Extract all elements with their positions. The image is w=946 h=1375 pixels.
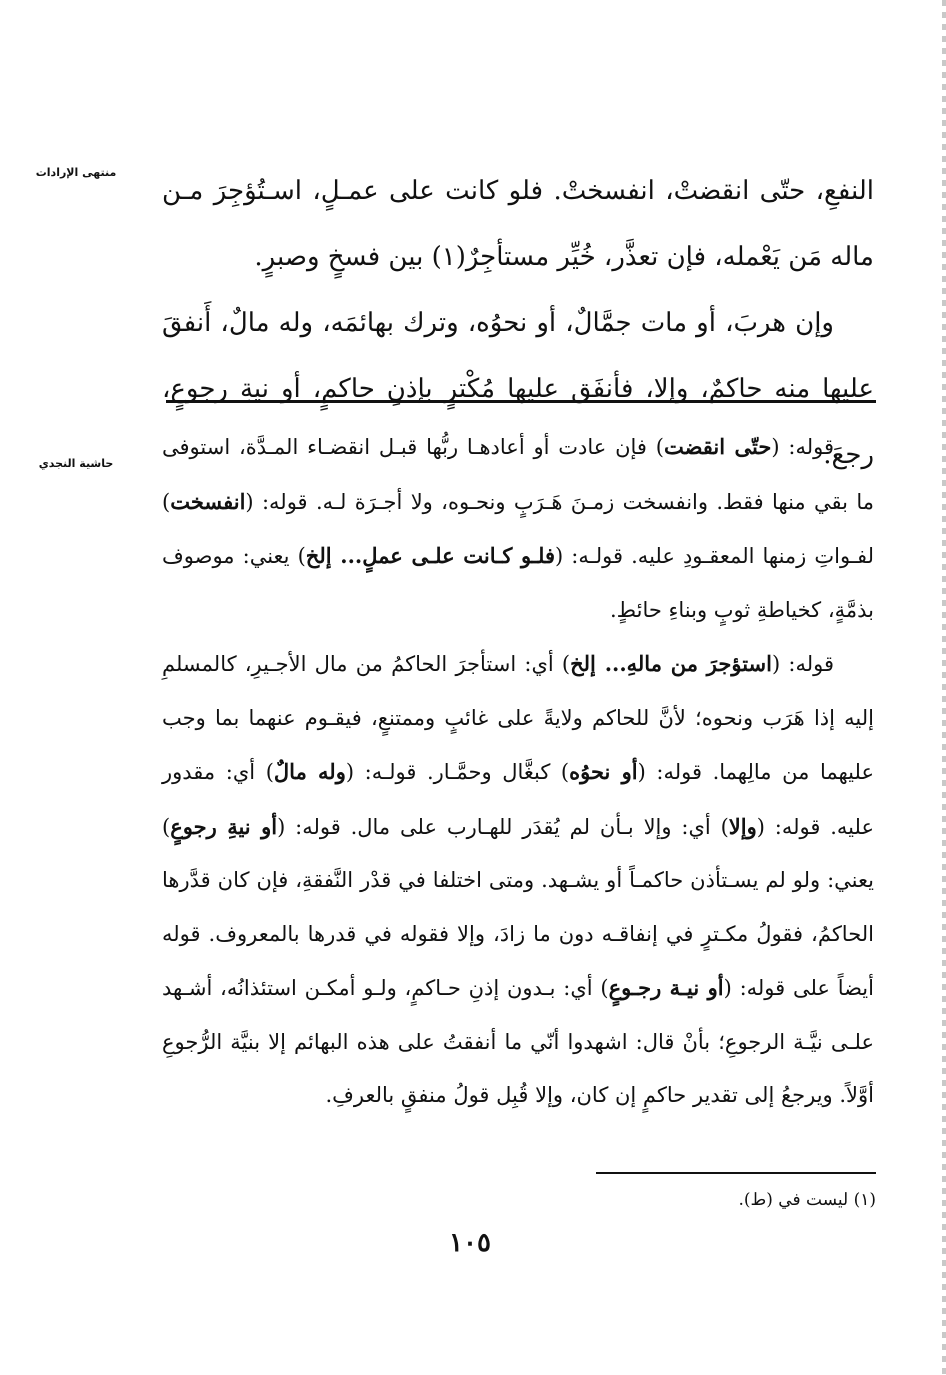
main-separator-rule <box>166 400 876 403</box>
commentary-text-run: ) كبغَّال وحمَّـار. قولـه: ( <box>345 760 570 784</box>
quoted-phrase: انفسخت <box>170 488 246 514</box>
quoted-phrase: حتّى انقضت <box>663 434 772 459</box>
quoted-phrase: أو نيةِ رجوعٍ <box>170 813 278 839</box>
commentary-text-run: ) يعني: ولو لم يسـتأذن حاكمـاً أو يشـهد. ومتى اختلفا في قدْر النَّفقةِ، فإن كان قدَّرها الحاكمُ، فقولُ مكـترٍ في إنفاقـه دون ما زادَ، وإلا فقوله في قدرها بالمعروف. قوله أيضاً على قوله: ( <box>162 814 874 1000</box>
page-number: ١٠٥ <box>449 1228 491 1258</box>
quoted-phrase: أو نيـة رجـوعٍ <box>608 975 724 1000</box>
scan-edge-artifact <box>942 0 946 1375</box>
quoted-phrase: وإلا <box>728 813 757 839</box>
commentary-text-run: قوله: ( <box>772 652 834 676</box>
commentary-text-run: ) أي: مقدور عليه. قوله: ( <box>162 760 874 839</box>
quoted-phrase: فلـو كـانت علـى عملٍ... إلخ <box>305 543 556 568</box>
commentary-text-run: ) أي: بـدون إذنِ حـاكمٍ، ولـو أمكـن استئذانُه، أشـهد علـى نيَّـة الرجوعِ؛ بأنْ قال: اشهدوا أنّي ما أنفقتُ على هذه البهائم إلا بنيَّة الرُّجوعِ أوَّلاً. ويرجعُ إلى تقدير حاكمٍ إن كان، وإلا قُبِل قولُ منفقٍ بالعرفِ. <box>162 976 874 1107</box>
commentary-text-run: ) أي: استأجرَ الحاكمُ من مال الأجـيرِ، كالمسلمِ إليه إذا هَرَب ونحوه؛ لأنَّ للحاكم ولايةً على غائبٍ وممتنعٍ، فيقـوم عنهما بما وجب عليهما من مالِهما. قوله: ( <box>162 652 874 784</box>
main-text-paragraph-2: وإن هربَ، أو مات جمَّالٌ، أو نحوُه، وترك بهائمَه، وله مالٌ، أَنفقَ عليها منه حاكمٌ، وإلا، فأنفَق عليها مُكْترٍ بإذنِ حاكمٍ، أو نيةِ رجوعٍ، رجعَ. <box>162 308 874 470</box>
commentary-text-run: ) لفـواتِ زمنها المعقـودِ عليه. قولـه: ( <box>162 489 874 568</box>
commentary-text-run: ) يعني: موصوف بذمَّةٍ، كخياطةِ ثوبٍ وبناءِ حائطٍ. <box>162 544 874 622</box>
main-text-paragraph-1: النفعِ، حتّى انقضتْ، انفسختْ. فلو كانت على عمـلٍ، اسـتُؤجِرَ مـن ماله مَن يَعْمله، فإن تعذَّر، خُيِّر مستأجِرٌ(١) بين فسخٍ وصبرٍ. <box>162 176 874 272</box>
side-label-commentary: حاشية النجدي <box>38 457 114 470</box>
commentary-paragraph-2 <box>162 637 874 1123</box>
footnote: (١) ليست في (ط). <box>738 1190 876 1210</box>
commentary-text-run: ) أي: وإلا بـأن لم يُقدَر للهـارب على مال. قوله: ( <box>277 814 729 839</box>
commentary-text-run: ) فإن عادت أو أعادهـا ربُّها قبـل انقضـاء المـدَّة، استوفى ما بقي منها فقط. وانفسخت زمـنَ هَـرَبٍ ونحـوه، ولا أجـرَة لـه. قوله: ( <box>162 435 874 514</box>
commentary-text <box>162 420 874 1123</box>
quoted-phrase: استؤجرَ من مالهِ... إلخ <box>570 651 772 676</box>
quoted-phrase: أو نحوُه <box>569 759 638 784</box>
commentary-text-run: قوله: ( <box>771 435 834 459</box>
quoted-phrase: وله مالٌ <box>273 759 346 784</box>
footnote-separator-rule <box>596 1172 876 1174</box>
side-label-source-text: منتهى الإرادات <box>35 166 117 179</box>
commentary-paragraph-1 <box>162 420 874 637</box>
